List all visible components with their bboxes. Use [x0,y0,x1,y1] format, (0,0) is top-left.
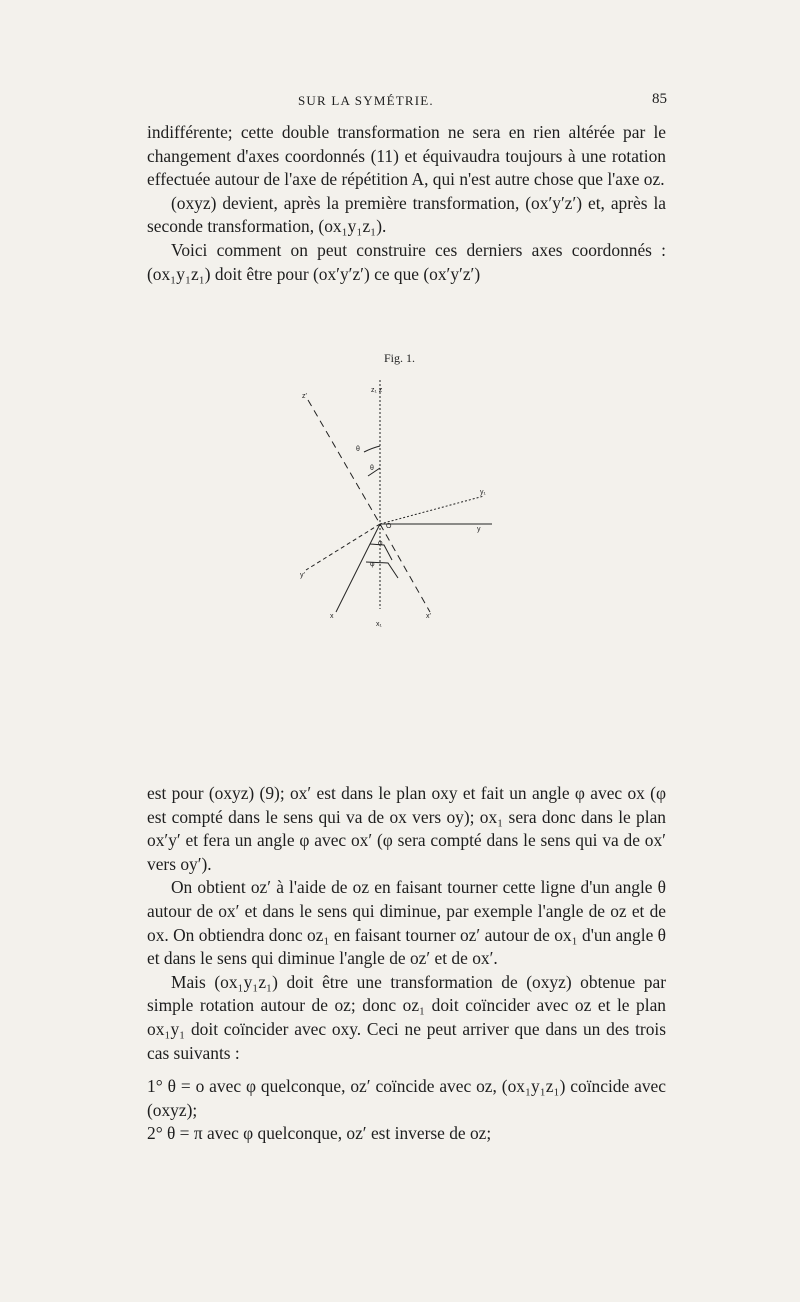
label-phi-top: φ [378,540,383,547]
paragraph: (oxyz) devient, après la première transformation, (ox′y′z′) et, après la seconde transformation, (ox₁y₁z₁). [147,192,666,237]
paragraph: On obtient oz′ à l'aide de oz en faisant tourner cette ligne d'un angle θ autour de ox′ et dans le sens qui diminue, par exemple l'angle de oz et de ox. On obtiendra donc oz₁ en faisant tourner oz′ autour de ox₁ d'un angle θ et dans le sens qui diminue l'angle de oz′ et de ox′. [147,877,666,969]
axes-figure [280,364,530,656]
figure-caption: Fig. 1. [384,351,416,365]
label-y1: y₁ [480,489,486,496]
label-o: O [386,523,392,530]
label-z-prime: z′ [302,393,307,400]
theta-arc-top [364,446,380,452]
label-theta-bottom: θ [370,465,374,472]
label-z1-z: z₁ z [371,387,383,394]
label-y-prime: y′ [300,572,305,579]
paragraph: est pour (oxyz) (9); ox′ est dans le plan oxy et fait un angle φ avec ox (φ est compté dans le sens qui va de ox vers oy); ox₁ sera donc dans le plan ox′y′ et fera un angle φ avec ox′ (φ sera compté dans le sens qui va de ox′ vers oy′). [147,783,666,874]
paragraph: Mais (ox₁y₁z₁) doit être une transformation de (oxyz) obtenue par simple rotation autour de oz; donc oz₁ doit coïncider avec oz et le plan ox₁y₁ doit coïncider avec oxy. Ceci ne peut arriver que dans un des trois cas suivants : [147,971,666,1063]
list-item: 2° θ = π avec φ quelconque, oz′ est inverse de oz; [147,1123,492,1144]
text-block-bottom [147,782,666,1146]
x-axis [336,524,380,612]
paragraph: Voici comment on peut construire ces derniers axes coordonnés : (ox₁y₁z₁) doit être pour (ox′y′z′) ce que (ox′y′z′) [147,239,666,284]
label-theta-top: θ [356,446,360,453]
x-prime-axis [380,524,430,612]
label-y: y [477,526,481,533]
label-x-prime: x′ [426,613,431,620]
running-title: SUR LA SYMÉTRIE. [298,93,434,108]
label-phi-bottom: φ [370,561,375,568]
text-block-top [147,121,666,286]
label-x1: x₁ [376,621,382,628]
z-prime-axis [308,400,380,524]
list-item: 1° θ = o avec φ quelconque, oz′ coïncide avec oz, (ox₁y₁z₁) coïncide avec (oxyz); [147,1076,666,1120]
page-number: 85 [652,91,667,107]
page-header [0,93,800,117]
y1-axis [380,496,484,524]
paragraph: indifférente; cette double transformation ne sera en rien altérée par le changement d'axes coordonnés (11) et équivaudra toujours à une rotation effectuée autour de l'axe de répétition A, qui n'est autre chose que l'axe oz. [147,122,666,190]
label-x: x [330,613,334,620]
